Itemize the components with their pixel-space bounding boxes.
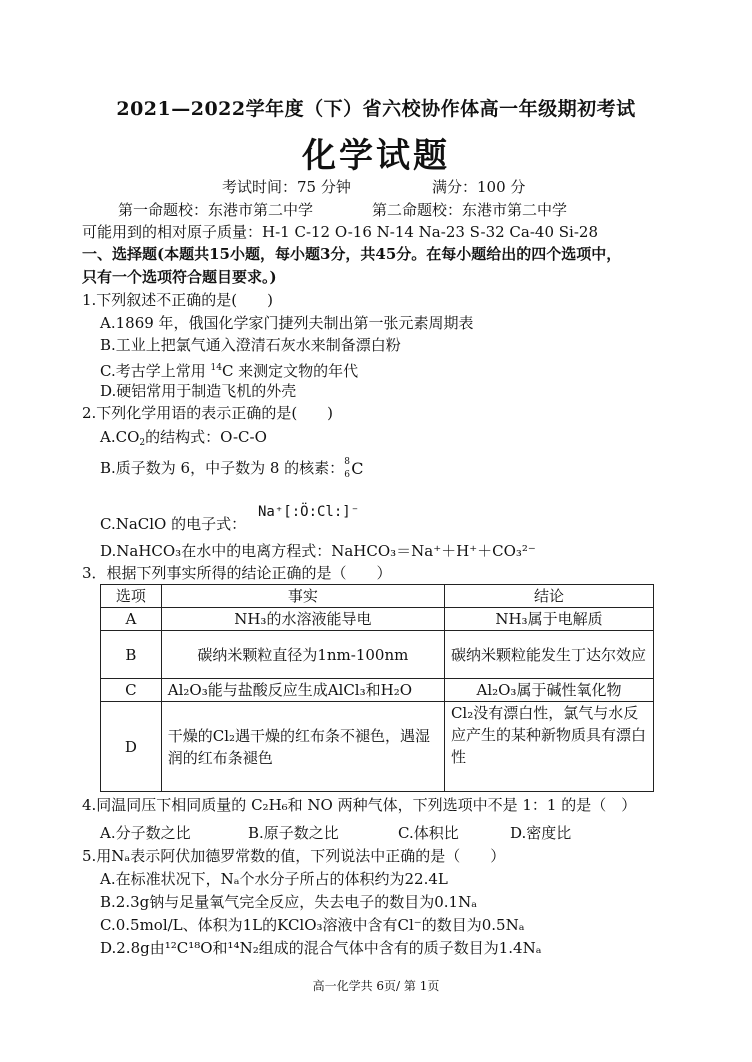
row-option: A — [101, 608, 162, 631]
q2-stem: 2.下列化学用语的表示正确的是( ) — [82, 404, 334, 422]
q2-option-b — [100, 457, 366, 480]
q2-nuclide — [344, 458, 366, 480]
row-conclusion: Cl₂没有漂白性，氯气与水反应产生的某种新物质具有漂白性 — [444, 702, 653, 792]
row-fact: 干燥的Cl₂遇干燥的红布条不褪色，遇湿润的红布条褪色 — [161, 702, 444, 792]
row-fact: Al₂O₃能与盐酸反应生成AlCl₃和H₂O — [161, 679, 444, 702]
q5-option-a: A.在标准状况下，Nₐ个水分子所占的体积约为22.4L — [100, 870, 448, 888]
q2-nuclide-z: 6 — [344, 470, 350, 480]
table-row — [101, 631, 654, 679]
q2-option-c: C.NaClO 的电子式： — [100, 515, 247, 533]
q5-option-c: C.0.5mol/L、体积为1L的KClO₃溶液中含有Cl⁻的数目为0.5Nₐ — [100, 916, 525, 934]
row-fact: 碳纳米颗粒直径为1nm-100nm — [161, 631, 444, 679]
q2-electron-formula: Na⁺[:Ö:Cl:]⁻ — [258, 504, 360, 520]
table-row — [101, 702, 654, 792]
q4-stem: 4.同温同压下相同质量的 C₂H₆和 NO 两种气体，下列选项中不是 1：1 的是（ ） — [82, 796, 637, 814]
table-row — [101, 608, 654, 631]
setter-first: 第一命题校：东港市第二中学 — [118, 201, 314, 219]
header-conclusion: 结论 — [444, 585, 653, 608]
q2-option-a — [100, 426, 267, 454]
row-fact: NH₃的水溶液能导电 — [161, 608, 444, 631]
header-fact: 事实 — [161, 585, 444, 608]
q2-option-a-post: 的结构式：O-C-O — [145, 428, 267, 446]
q2-nuclide-element: C — [351, 459, 364, 478]
section-heading-line2: 只有一个选项符合题目要求。) — [82, 268, 277, 286]
q1-option-b: B.工业上把氯气通入澄清石灰水来制备漂白粉 — [100, 336, 401, 354]
table-row — [101, 679, 654, 702]
q1-option-c-post: C 来测定文物的年代 — [221, 362, 359, 380]
q2-option-d: D.NaHCO₃在水中的电离方程式：NaHCO₃＝Na⁺＋H⁺＋CO₃²⁻ — [100, 542, 536, 560]
header-option: 选项 — [101, 585, 162, 608]
q4-option-a: A.分子数之比 — [100, 824, 191, 842]
row-conclusion: Al₂O₃属于碱性氧化物 — [444, 679, 653, 702]
row-option: B — [101, 631, 162, 679]
q2-nuclide-mass: 8 — [344, 457, 350, 467]
section-heading-line1: 一、选择题(本题共15小题，每小题3分，共45分。在每小题给出的四个选项中， — [82, 245, 622, 263]
page-footer: 高一化学共 6页/ 第 1页 — [312, 979, 440, 993]
row-option: D — [101, 702, 162, 792]
q4-option-c: C.体积比 — [398, 824, 459, 842]
full-score: 满分：100 分 — [432, 178, 526, 196]
q4-option-b: B.原子数之比 — [248, 824, 339, 842]
q5-option-d: D.2.8g由¹²C¹⁸O和¹⁴N₂组成的混合气体中含有的质子数目为1.4Nₐ — [100, 939, 542, 957]
q1-option-a: A.1869 年，俄国化学家门捷列夫制出第一张元素周期表 — [100, 314, 474, 332]
q5-option-b: B.2.3g钠与足量氧气完全反应，失去电子的数目为0.1Nₐ — [100, 893, 478, 911]
exam-time: 考试时间：75 分钟 — [222, 178, 351, 196]
table-header-row — [101, 585, 654, 608]
q2-option-a-pre: A.CO — [100, 428, 140, 446]
row-option: C — [101, 679, 162, 702]
q1-option-d: D.硬铝常用于制造飞机的外壳 — [100, 382, 297, 400]
q3-table — [100, 584, 654, 792]
row-conclusion: 碳纳米颗粒能发生丁达尔效应 — [444, 631, 653, 679]
q2-option-b-pre: B.质子数为 6，中子数为 8 的核素： — [100, 459, 345, 477]
q1-option-c-mass: 14 — [210, 363, 222, 373]
q4-option-d: D.密度比 — [510, 824, 572, 842]
subject-title: 化学试题 — [302, 136, 450, 176]
q1-option-c-pre: C.考古学上常用 — [100, 362, 211, 380]
row-conclusion: NH₃属于电解质 — [444, 608, 653, 631]
exam-title: 2021—2022学年度（下）省六校协作体高一年级期初考试 — [116, 98, 636, 120]
q1-stem: 1.下列叙述不正确的是( ) — [82, 291, 274, 309]
atomic-masses: 可能用到的相对原子质量：H-1 C-12 O-16 N-14 Na-23 S-32 Ca-40 Si-28 — [82, 223, 598, 241]
q2-option-a-sub: 2 — [139, 438, 146, 448]
q5-stem: 5.用Nₐ表示阿伏加德罗常数的值，下列说法中正确的是（ ） — [82, 847, 506, 865]
q3-stem: 3．根据下列事实所得的结论正确的是（ ） — [82, 564, 392, 582]
setter-second: 第二命题校：东港市第二中学 — [372, 201, 568, 219]
q1-option-c — [100, 357, 358, 382]
